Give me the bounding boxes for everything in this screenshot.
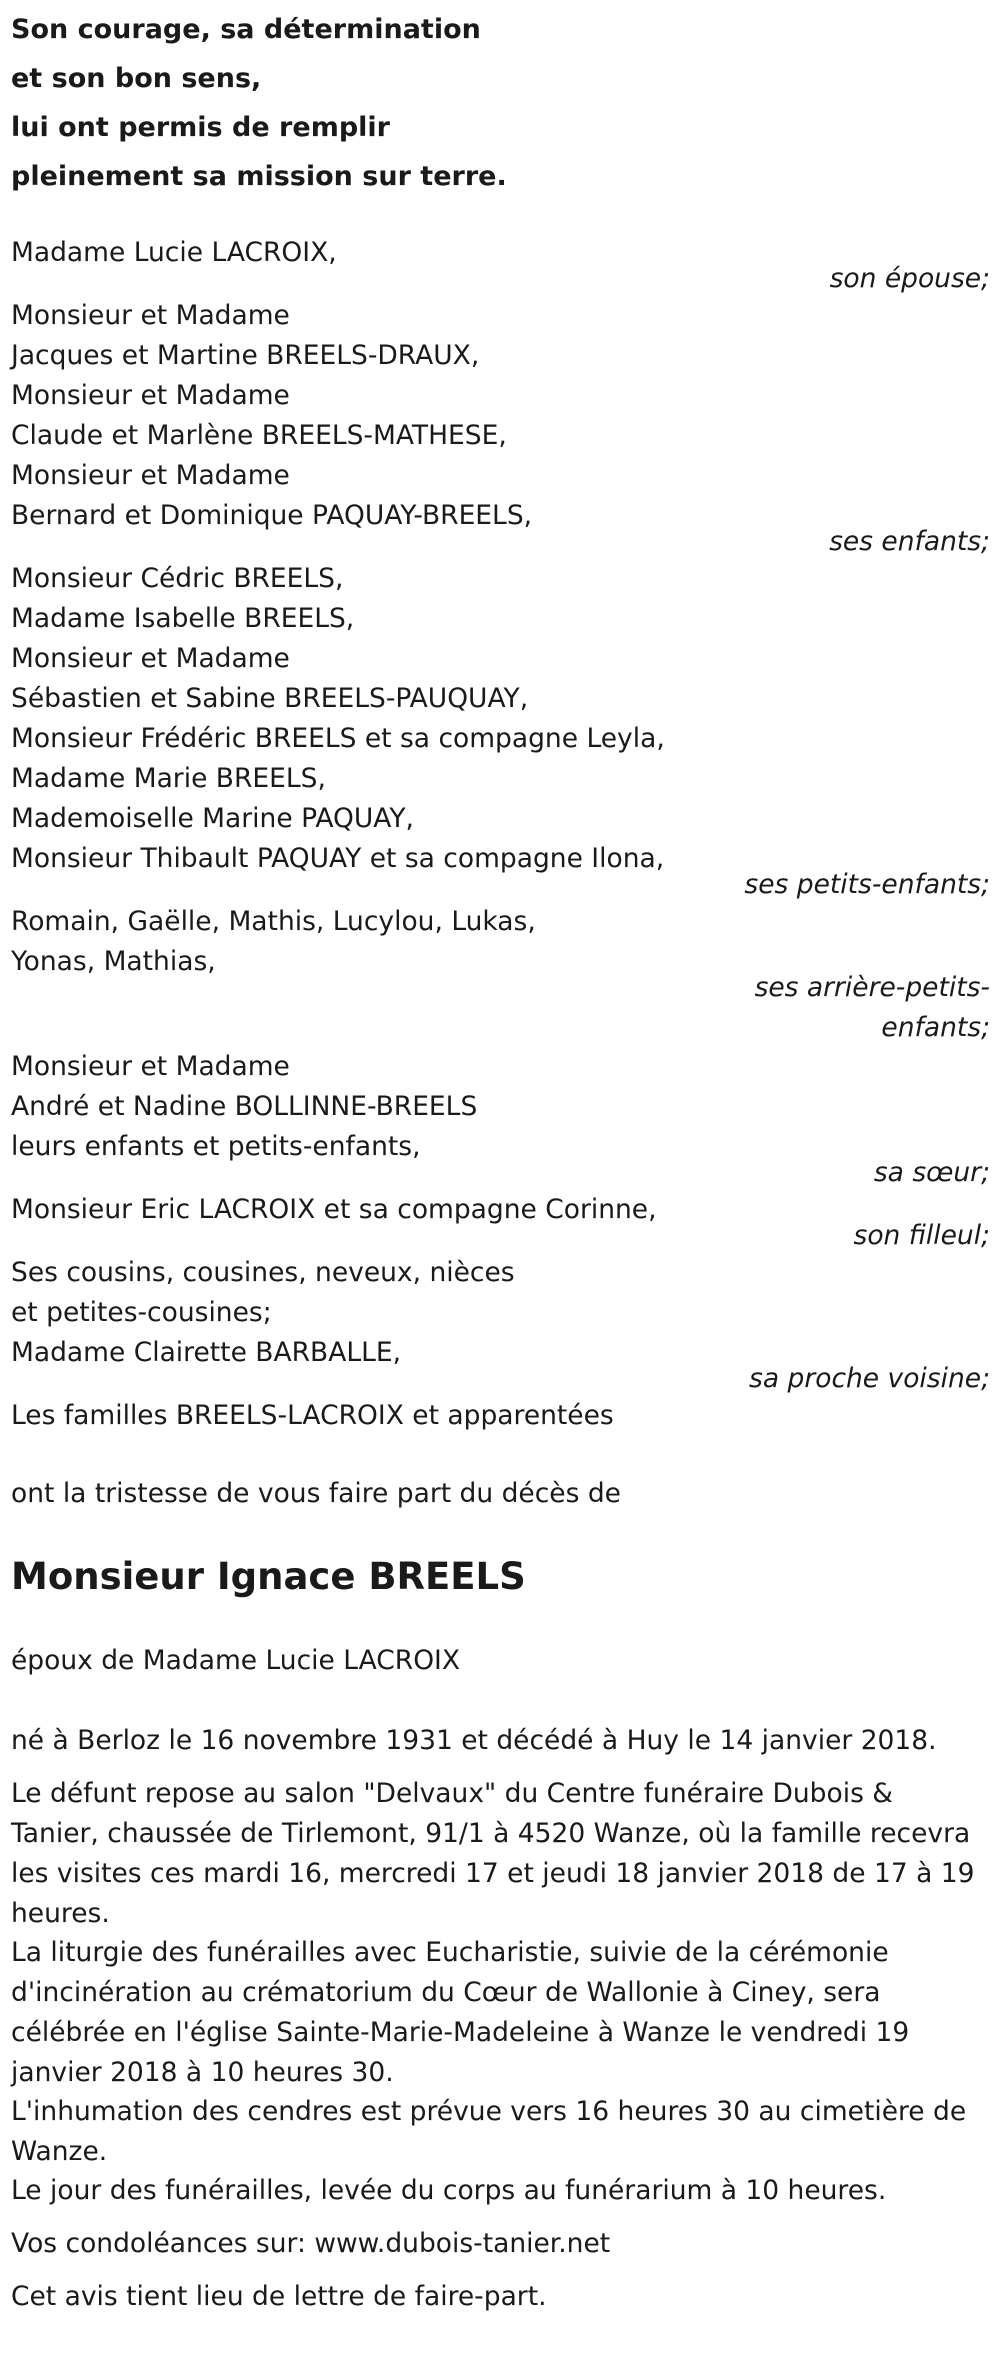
mourner-line: Monsieur et Madame (11, 300, 290, 331)
mourner-line: leurs enfants et petits-enfants, (11, 1131, 421, 1162)
burial-paragraph: L'inhumation des cendres est prévue vers 16 heures 30 au cimetière de Wanze. (11, 2096, 967, 2167)
visitation-paragraph: Le défunt repose au salon "Delvaux" du Centre funéraire Dubois & Tanier, chaussée de Tirlemont, 91/1 à 4520 Wanze, où la famille recevra les visites ces mardi 16, mercredi 17 et jeudi 18 janvier 2018 de 17 à 19 heures. (11, 1778, 975, 1929)
relation-label: sa sœur; (873, 1157, 990, 1188)
mourner-line: Madame Lucie LACROIX, (11, 237, 337, 268)
mourner-line: Madame Marie BREELS, (11, 763, 326, 794)
intro-quote (11, 5, 711, 201)
announcement-text: ont la tristesse de vous faire part du décès de (11, 1478, 621, 1509)
mourner-line: André et Nadine BOLLINNE-BREELS (11, 1091, 478, 1122)
mourner-line: Ses cousins, cousines, neveux, nièces (11, 1257, 515, 1288)
intro-line: Son courage, sa détermination (11, 14, 481, 45)
mourner-line: Yonas, Mathias, (11, 946, 216, 977)
mourner-line: Madame Isabelle BREELS, (11, 603, 355, 634)
mourner-line: Monsieur et Madame (11, 460, 290, 491)
relation-label: son filleul; (853, 1220, 990, 1251)
departure-paragraph: Le jour des funérailles, levée du corps au funérarium à 10 heures. (11, 2175, 887, 2206)
mourner-line: Monsieur Frédéric BREELS et sa compagne Leyla, (11, 723, 665, 754)
mourner-line: Monsieur Thibault PAQUAY et sa compagne Ilona, (11, 843, 665, 874)
mourner-line: Claude et Marlène BREELS-MATHESE, (11, 420, 507, 451)
mourner-line: Sébastien et Sabine BREELS-PAUQUAY, (11, 683, 529, 714)
relation-label: ses arrière-petits- (754, 972, 990, 1003)
mourner-line: Monsieur Cédric BREELS, (11, 563, 344, 594)
mourner-line: Mademoiselle Marine PAQUAY, (11, 803, 414, 834)
intro-line: lui ont permis de remplir (11, 112, 390, 143)
condolences-paragraph: Vos condoléances sur: www.dubois-tanier.net (11, 2228, 611, 2259)
mourner-line: Monsieur et Madame (11, 1051, 290, 1082)
relation-label: ses enfants; (829, 526, 990, 557)
mourner-line: Romain, Gaëlle, Mathis, Lucylou, Lukas, (11, 906, 536, 937)
spouse-line: époux de Madame Lucie LACROIX (11, 1645, 461, 1676)
mourner-line: Jacques et Martine BREELS-DRAUX, (11, 340, 480, 371)
deceased-name: Monsieur Ignace BREELS (11, 1555, 526, 1598)
mourner-line: Monsieur Eric LACROIX et sa compagne Corinne, (11, 1194, 657, 1225)
intro-line: pleinement sa mission sur terre. (11, 161, 507, 192)
mourner-line: Les familles BREELS-LACROIX et apparentées (11, 1400, 614, 1431)
relation-label: enfants; (881, 1012, 990, 1043)
closing-paragraph: Cet avis tient lieu de lettre de faire-part. (11, 2281, 547, 2312)
mourner-line: Bernard et Dominique PAQUAY-BREELS, (11, 500, 533, 531)
funeral-paragraph: La liturgie des funérailles avec Eucharistie, suivie de la cérémonie d'incinération au crématorium du Cœur de Wallonie à Ciney, sera célébrée en l'église Sainte-Marie-Madeleine à Wanze le vendredi 19 janvier 2018 à 10 heures 30. (11, 1937, 910, 2088)
mourner-line: Monsieur et Madame (11, 643, 290, 674)
mourner-line: Monsieur et Madame (11, 380, 290, 411)
relation-label: sa proche voisine; (749, 1363, 990, 1394)
mourner-line: Madame Clairette BARBALLE, (11, 1337, 402, 1368)
birth-death-paragraph: né à Berloz le 16 novembre 1931 et décédé à Huy le 14 janvier 2018. (11, 1725, 937, 1756)
intro-line: et son bon sens, (11, 63, 262, 94)
relation-label: ses petits-enfants; (744, 869, 990, 900)
relation-label: son épouse; (829, 263, 990, 294)
mourner-line: et petites-cousines; (11, 1297, 272, 1328)
